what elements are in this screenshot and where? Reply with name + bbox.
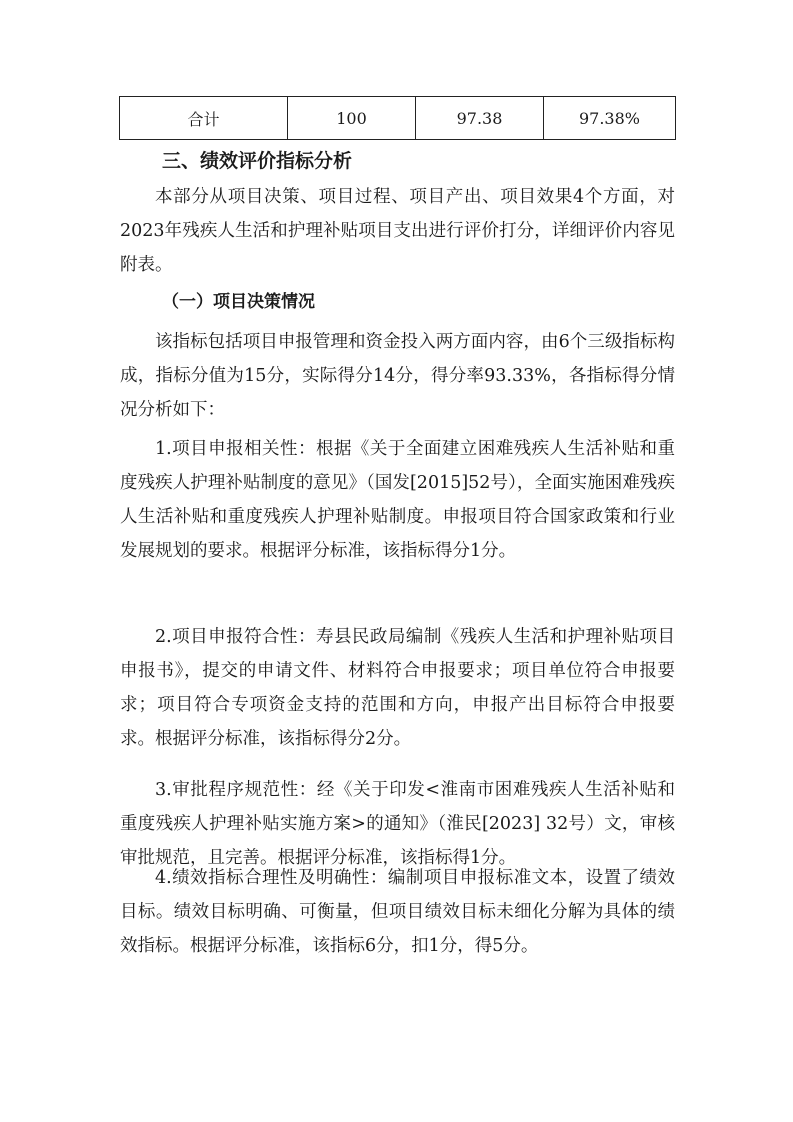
total-value-cell: 100	[288, 97, 416, 140]
intro-paragraph: 本部分从项目决策、项目过程、项目产出、项目效果4个方面，对2023年残疾人生活和护理补贴项目支出进行评价打分，详细评价内容见附表。	[120, 187, 675, 275]
section-heading: 三、绩效评价指标分析	[162, 150, 353, 172]
item-paragraph-relevance: 1.项目申报相关性：根据《关于全面建立困难残疾人生活补贴和重度残疾人护理补贴制度的意见》（国发[2015]52号），全面实施困难残疾人生活补贴和重度残疾人护理补贴制度。申报项目符合国家政策和行业发展规划的要求。根据评分标准，该指标得分1分。	[120, 439, 675, 561]
total-rate-cell: 97.38%	[544, 97, 676, 140]
summary-table	[119, 96, 676, 140]
item-paragraph-indicators: 4.绩效指标合理性及明确性：编制项目申报标准文本，设置了绩效目标。绩效目标明确、可衡量，但项目绩效目标未细化分解为具体的绩效指标。根据评分标准，该指标6分，扣1分，得5分。	[120, 868, 675, 956]
item-paragraph-compliance: 2.项目申报符合性：寿县民政局编制《残疾人生活和护理补贴项目申报书》，提交的申请文件、材料符合申报要求；项目单位符合申报要求；项目符合专项资金支持的范围和方向，申报产出目标符合申报要求。根据评分标准，该指标得分2分。	[120, 627, 675, 749]
item-paragraph-approval: 3.审批程序规范性：经《关于印发<淮南市困难残疾人生活补贴和重度残疾人护理补贴实施方案>的通知》（淮民[2023] 32号）文，审核审批规范，且完善。根据评分标准，该指标得1分。	[120, 780, 675, 868]
total-score-cell: 97.38	[416, 97, 544, 140]
table-row-total	[120, 97, 676, 140]
total-label-cell: 合计	[120, 97, 288, 140]
overview-paragraph: 该指标包括项目申报管理和资金投入两方面内容，由6个三级指标构成，指标分值为15分，实际得分14分，得分率93.33%，各指标得分情况分析如下：	[120, 332, 675, 420]
sub-heading: （一）项目决策情况	[162, 292, 315, 312]
